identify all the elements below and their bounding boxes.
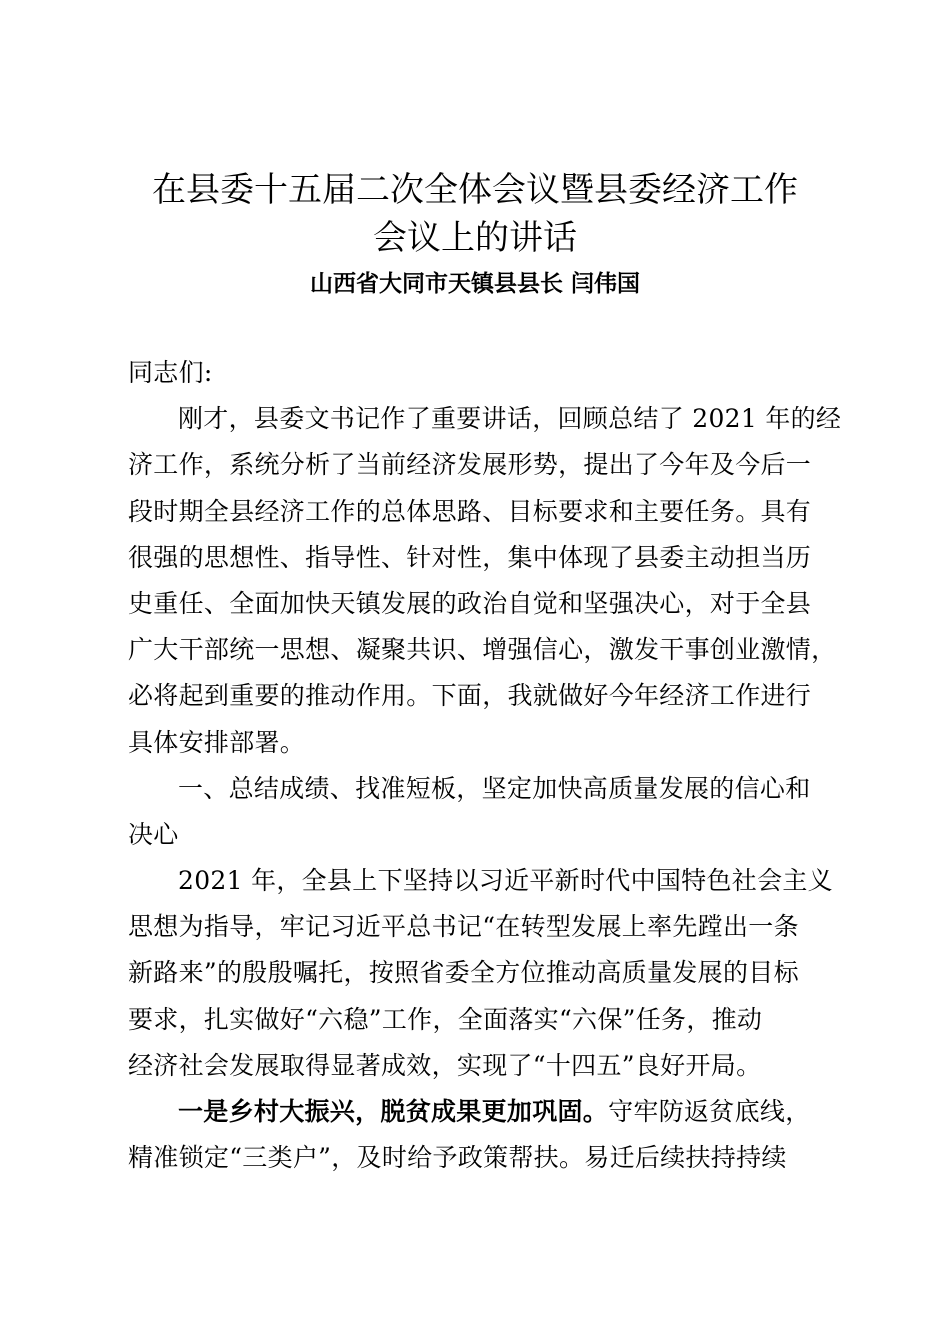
heading-line: 一、总结成绩、找准短板，坚定加快高质量发展的信心和 <box>178 773 811 803</box>
paragraph-line: 经济社会发展取得显著成效，实现了“十四五”良好开局。 <box>128 1050 762 1080</box>
document-body <box>128 350 842 1181</box>
paragraph-line: 段时期全县经济工作的总体思路、目标要求和主要任务。具有 <box>128 496 812 526</box>
heading-line: 决心 <box>128 819 179 849</box>
paragraph-line: 刚才，县委文书记作了重要讲话，回顾总结了 2021 年的经 <box>178 404 842 434</box>
paragraph-line: 必将起到重要的推动作用。下面，我就做好今年经济工作进行 <box>128 681 812 711</box>
paragraph-3 <box>128 1089 836 1181</box>
paragraph-1 <box>128 396 842 766</box>
paragraph-line <box>128 1089 836 1135</box>
section-heading-1 <box>128 766 836 858</box>
document-title-line-1: 在县委十五届二次全体会议暨县委经济工作 <box>152 170 798 210</box>
paragraph-line: 具体安排部署。 <box>128 727 306 757</box>
paragraph-line: 要求，扎实做好“六稳”工作，全面落实“六保”任务，推动 <box>128 1004 763 1034</box>
salutation: 同志们: <box>128 358 213 387</box>
paragraph-line: 精准锁定“三类户”，及时给予政策帮扶。易迁后续扶持持续 <box>128 1143 787 1173</box>
paragraph-text: 守牢防返贫底线， <box>608 1097 811 1126</box>
document-title-line-2: 会议上的讲话 <box>373 218 577 258</box>
paragraph-line: 史重任、全面加快天镇发展的政治自觉和坚强决心，对于全县 <box>128 588 812 618</box>
document-author: 山西省大同市天镇县县长 闫伟国 <box>309 270 640 297</box>
paragraph-line: 济工作，系统分析了当前经济发展形势，提出了今年及今后一 <box>128 450 812 480</box>
paragraph-line: 思想为指导，牢记习近平总书记“在转型发展上率先蹚出一条 <box>128 912 799 942</box>
bold-lead-text: 一是乡村大振兴，脱贫成果更加巩固。 <box>178 1097 609 1126</box>
paragraph-line: 很强的思想性、指导性、针对性，集中体现了县委主动担当历 <box>128 542 812 572</box>
paragraph-line: 新路来”的殷殷嘱托，按照省委全方位推动高质量发展的目标 <box>128 958 799 988</box>
paragraph-2 <box>128 858 836 1089</box>
paragraph-line: 广大干部统一思想、凝聚共识、增强信心，激发干事创业激情， <box>128 635 837 665</box>
paragraph-line: 2021 年，全县上下坚持以习近平新时代中国特色社会主义 <box>178 866 833 896</box>
